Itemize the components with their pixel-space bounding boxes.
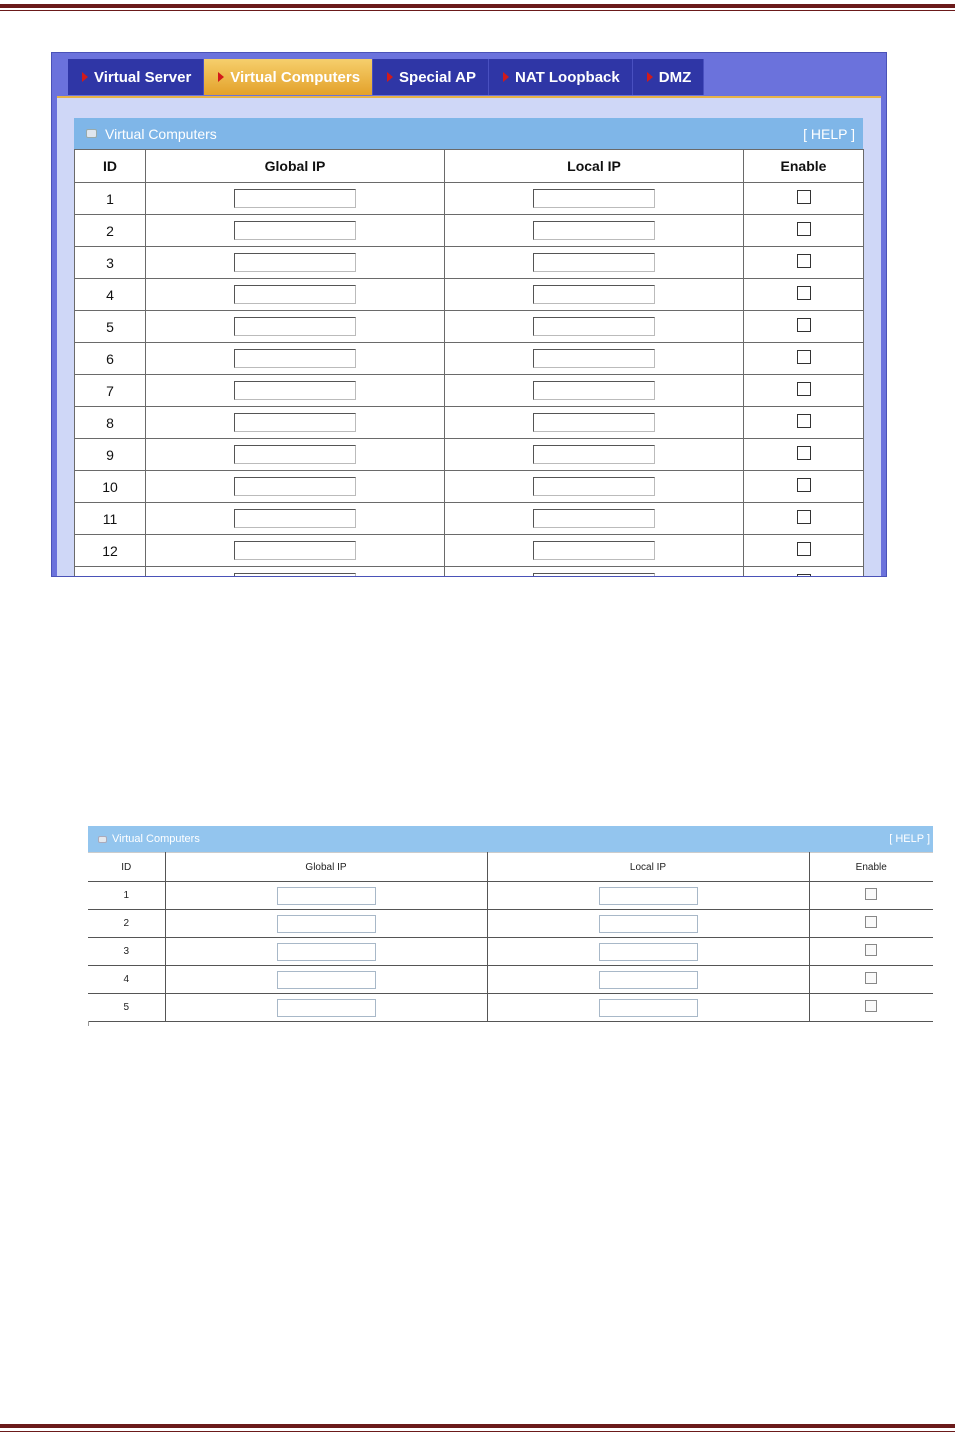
table-row bbox=[75, 375, 864, 407]
local-ip-input[interactable] bbox=[533, 413, 655, 432]
enable-checkbox[interactable] bbox=[865, 916, 877, 928]
global-ip-input[interactable] bbox=[234, 413, 356, 432]
global-ip-input[interactable] bbox=[234, 477, 356, 496]
enable-cell bbox=[809, 882, 933, 910]
table-border-stub bbox=[88, 1021, 89, 1026]
row-id: 2 bbox=[88, 910, 165, 938]
row-id bbox=[75, 567, 146, 578]
local-ip-cell bbox=[445, 471, 744, 503]
tab-virtual-server[interactable] bbox=[68, 59, 204, 95]
global-ip-input[interactable] bbox=[234, 381, 356, 400]
section-header bbox=[88, 826, 933, 852]
global-ip-cell bbox=[165, 910, 487, 938]
global-ip-input[interactable] bbox=[277, 915, 376, 933]
enable-checkbox[interactable] bbox=[797, 222, 811, 236]
row-id: 7 bbox=[75, 375, 146, 407]
table-row bbox=[75, 567, 864, 578]
bullet-icon bbox=[86, 129, 97, 138]
local-ip-input[interactable] bbox=[533, 509, 655, 528]
row-id: 12 bbox=[75, 535, 146, 567]
global-ip-input[interactable] bbox=[234, 573, 356, 577]
enable-cell bbox=[809, 938, 933, 966]
table-row bbox=[75, 439, 864, 471]
row-id: 4 bbox=[75, 279, 146, 311]
global-ip-cell bbox=[165, 966, 487, 994]
global-ip-cell bbox=[146, 503, 445, 535]
tab-label: Virtual Server bbox=[94, 68, 192, 86]
row-id: 8 bbox=[75, 407, 146, 439]
bullet-icon bbox=[98, 836, 107, 843]
tab-arrow-icon bbox=[503, 72, 509, 82]
local-ip-input[interactable] bbox=[599, 943, 698, 961]
table-row bbox=[88, 882, 933, 910]
tab-arrow-icon bbox=[387, 72, 393, 82]
global-ip-cell bbox=[146, 439, 445, 471]
enable-cell bbox=[744, 471, 864, 503]
enable-cell bbox=[809, 910, 933, 938]
local-ip-cell bbox=[445, 375, 744, 407]
local-ip-cell bbox=[445, 343, 744, 375]
table-row bbox=[75, 215, 864, 247]
column-header-enable: Enable bbox=[809, 853, 933, 882]
tab-special-ap[interactable] bbox=[373, 59, 489, 95]
table-row bbox=[75, 471, 864, 503]
global-ip-input[interactable] bbox=[277, 999, 376, 1017]
row-id: 1 bbox=[75, 183, 146, 215]
global-ip-cell bbox=[146, 407, 445, 439]
row-id: 3 bbox=[88, 938, 165, 966]
global-ip-input[interactable] bbox=[277, 971, 376, 989]
row-id: 3 bbox=[75, 247, 146, 279]
column-header-id: ID bbox=[88, 853, 165, 882]
enable-checkbox[interactable] bbox=[797, 382, 811, 396]
enable-checkbox[interactable] bbox=[797, 190, 811, 204]
enable-cell bbox=[809, 994, 933, 1022]
tab-arrow-icon bbox=[218, 72, 224, 82]
global-ip-cell bbox=[146, 567, 445, 578]
local-ip-input[interactable] bbox=[533, 381, 655, 400]
tab-label: NAT Loopback bbox=[515, 68, 620, 86]
local-ip-cell bbox=[445, 567, 744, 578]
table-header-row bbox=[88, 853, 933, 882]
local-ip-input[interactable] bbox=[533, 445, 655, 464]
local-ip-input[interactable] bbox=[599, 971, 698, 989]
table-row bbox=[75, 279, 864, 311]
section-title: Virtual Computers bbox=[112, 833, 200, 845]
content-panel bbox=[57, 96, 881, 577]
global-ip-cell bbox=[146, 535, 445, 567]
tab-dmz[interactable] bbox=[633, 59, 705, 95]
column-header-global-ip: Global IP bbox=[165, 853, 487, 882]
tab-arrow-icon bbox=[647, 72, 653, 82]
row-id: 5 bbox=[75, 311, 146, 343]
table-row bbox=[88, 938, 933, 966]
local-ip-input[interactable] bbox=[533, 541, 655, 560]
section-title: Virtual Computers bbox=[105, 125, 217, 142]
table-row bbox=[75, 183, 864, 215]
virtual-computers-section bbox=[74, 118, 863, 577]
enable-cell bbox=[809, 966, 933, 994]
enable-checkbox[interactable] bbox=[865, 888, 877, 900]
local-ip-cell bbox=[445, 439, 744, 471]
row-id: 1 bbox=[88, 882, 165, 910]
enable-cell bbox=[744, 183, 864, 215]
enable-cell bbox=[744, 311, 864, 343]
local-ip-cell bbox=[445, 183, 744, 215]
local-ip-cell bbox=[445, 247, 744, 279]
global-ip-cell bbox=[146, 375, 445, 407]
enable-checkbox[interactable] bbox=[797, 350, 811, 364]
enable-cell bbox=[744, 439, 864, 471]
column-header-id: ID bbox=[75, 150, 146, 183]
global-ip-cell bbox=[146, 471, 445, 503]
enable-cell bbox=[744, 407, 864, 439]
page-top-rule bbox=[0, 4, 955, 8]
table-row bbox=[88, 966, 933, 994]
local-ip-input[interactable] bbox=[533, 477, 655, 496]
help-link[interactable]: [ HELP ] bbox=[889, 833, 930, 845]
column-header-global-ip: Global IP bbox=[146, 150, 445, 183]
column-header-enable: Enable bbox=[744, 150, 864, 183]
global-ip-cell bbox=[165, 994, 487, 1022]
table-row bbox=[88, 910, 933, 938]
table-row bbox=[88, 994, 933, 1022]
row-id: 4 bbox=[88, 966, 165, 994]
global-ip-input[interactable] bbox=[234, 253, 356, 272]
global-ip-input[interactable] bbox=[234, 317, 356, 336]
local-ip-input[interactable] bbox=[533, 221, 655, 240]
local-ip-cell bbox=[487, 994, 809, 1022]
enable-cell bbox=[744, 503, 864, 535]
enable-checkbox[interactable] bbox=[797, 318, 811, 332]
page-bottom-rule-thin bbox=[0, 1431, 955, 1432]
tab-label: DMZ bbox=[658, 68, 692, 86]
tab-bar bbox=[68, 59, 704, 95]
virtual-computers-table bbox=[74, 149, 864, 577]
enable-checkbox[interactable] bbox=[797, 414, 811, 428]
virtual-computers-table bbox=[88, 852, 933, 1022]
table-row bbox=[75, 407, 864, 439]
row-id: 10 bbox=[75, 471, 146, 503]
local-ip-cell bbox=[445, 503, 744, 535]
global-ip-cell bbox=[146, 343, 445, 375]
local-ip-cell bbox=[445, 279, 744, 311]
global-ip-cell bbox=[165, 938, 487, 966]
local-ip-cell bbox=[487, 882, 809, 910]
global-ip-cell bbox=[146, 215, 445, 247]
global-ip-input[interactable] bbox=[277, 887, 376, 905]
local-ip-cell bbox=[487, 938, 809, 966]
local-ip-cell bbox=[445, 215, 744, 247]
table-row bbox=[75, 343, 864, 375]
table-row bbox=[75, 247, 864, 279]
enable-cell bbox=[744, 567, 864, 578]
global-ip-input[interactable] bbox=[234, 189, 356, 208]
global-ip-input[interactable] bbox=[234, 349, 356, 368]
global-ip-input[interactable] bbox=[234, 509, 356, 528]
enable-checkbox[interactable] bbox=[797, 478, 811, 492]
enable-checkbox[interactable] bbox=[865, 972, 877, 984]
row-id: 9 bbox=[75, 439, 146, 471]
column-header-local-ip: Local IP bbox=[487, 853, 809, 882]
enable-checkbox[interactable] bbox=[865, 1000, 877, 1012]
row-id: 6 bbox=[75, 343, 146, 375]
virtual-computers-screenshot-full bbox=[51, 52, 887, 577]
local-ip-input[interactable] bbox=[599, 887, 698, 905]
enable-cell bbox=[744, 279, 864, 311]
global-ip-input[interactable] bbox=[234, 541, 356, 560]
local-ip-input[interactable] bbox=[533, 349, 655, 368]
global-ip-input[interactable] bbox=[277, 943, 376, 961]
global-ip-input[interactable] bbox=[234, 221, 356, 240]
tab-arrow-icon bbox=[82, 72, 88, 82]
table-header-row bbox=[75, 150, 864, 183]
local-ip-cell bbox=[445, 535, 744, 567]
enable-cell bbox=[744, 247, 864, 279]
global-ip-cell bbox=[146, 183, 445, 215]
global-ip-cell bbox=[146, 247, 445, 279]
local-ip-input[interactable] bbox=[533, 573, 655, 577]
enable-checkbox[interactable] bbox=[797, 254, 811, 268]
enable-checkbox[interactable] bbox=[797, 542, 811, 556]
local-ip-input[interactable] bbox=[533, 189, 655, 208]
table-row bbox=[75, 535, 864, 567]
enable-cell bbox=[744, 215, 864, 247]
section-title-wrap bbox=[86, 126, 217, 142]
tab-virtual-computers[interactable] bbox=[204, 59, 373, 95]
local-ip-input[interactable] bbox=[533, 253, 655, 272]
global-ip-cell bbox=[146, 279, 445, 311]
enable-checkbox[interactable] bbox=[797, 286, 811, 300]
virtual-computers-screenshot-detail bbox=[88, 826, 933, 1026]
enable-checkbox[interactable] bbox=[797, 446, 811, 460]
section-header bbox=[74, 118, 863, 149]
section-title-wrap bbox=[98, 833, 200, 845]
local-ip-cell bbox=[445, 311, 744, 343]
row-id: 2 bbox=[75, 215, 146, 247]
global-ip-cell bbox=[146, 311, 445, 343]
row-id: 5 bbox=[88, 994, 165, 1022]
local-ip-cell bbox=[487, 910, 809, 938]
page-bottom-rule bbox=[0, 1424, 955, 1428]
global-ip-input[interactable] bbox=[234, 285, 356, 304]
row-id: 11 bbox=[75, 503, 146, 535]
tab-nat-loopback[interactable] bbox=[489, 59, 633, 95]
page-top-rule-thin bbox=[0, 10, 955, 11]
global-ip-input[interactable] bbox=[234, 445, 356, 464]
local-ip-input[interactable] bbox=[533, 317, 655, 336]
local-ip-cell bbox=[487, 966, 809, 994]
enable-checkbox[interactable] bbox=[797, 510, 811, 524]
local-ip-input[interactable] bbox=[599, 999, 698, 1017]
enable-cell bbox=[744, 343, 864, 375]
help-link[interactable]: [ HELP ] bbox=[803, 125, 855, 142]
tab-label: Special AP bbox=[399, 68, 477, 86]
local-ip-cell bbox=[445, 407, 744, 439]
local-ip-input[interactable] bbox=[599, 915, 698, 933]
enable-cell bbox=[744, 375, 864, 407]
enable-checkbox[interactable] bbox=[797, 574, 811, 577]
local-ip-input[interactable] bbox=[533, 285, 655, 304]
table-row bbox=[75, 311, 864, 343]
table-row bbox=[75, 503, 864, 535]
global-ip-cell bbox=[165, 882, 487, 910]
enable-cell bbox=[744, 535, 864, 567]
enable-checkbox[interactable] bbox=[865, 944, 877, 956]
column-header-local-ip: Local IP bbox=[445, 150, 744, 183]
tab-label: Virtual Computers bbox=[230, 68, 361, 86]
